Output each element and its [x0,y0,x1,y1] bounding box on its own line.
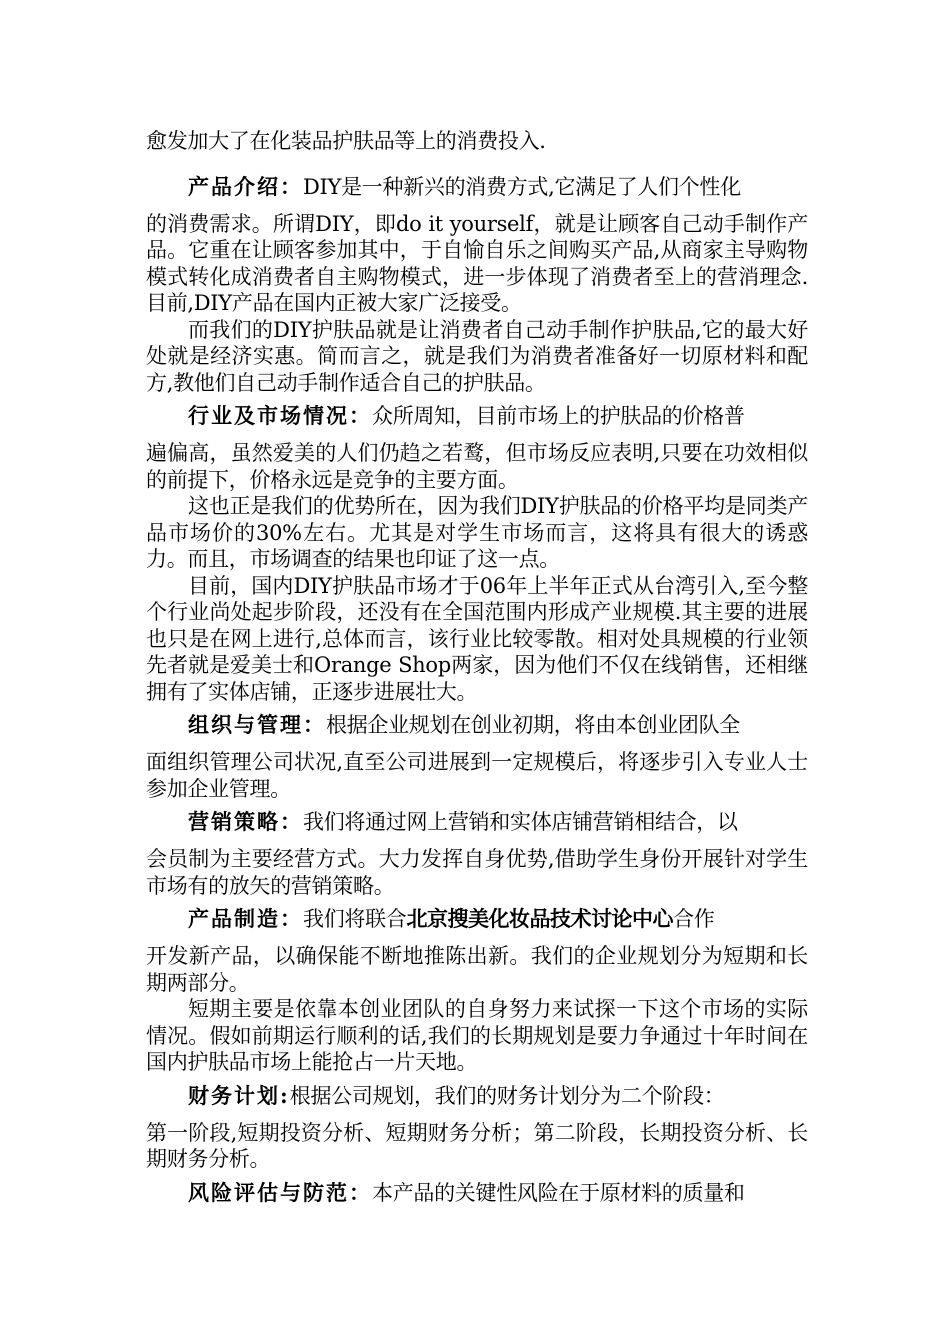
production-first-line-pre: 我们将联合 [303,907,407,931]
marketing-body: 会员制为主要经营方式。大力发挥自身优势,借助学生身份开展针对学生市场有的放矢的营销策略。 [146,847,808,898]
production-heading: 产品制造： [188,906,303,931]
risk-heading-line [146,1177,808,1209]
finance-heading: 财务计划: [188,1082,290,1108]
production-partner-name: 北京搜美化妆品技术讨论中心 [406,907,673,931]
risk-heading: 风险评估与防范： [188,1179,372,1205]
marketing-heading-line [146,806,808,838]
organization-heading-line [146,709,808,741]
organization-body: 面组织管理公司状况,直至公司进展到一定规模后，将逐步引入专业人士参加企业管理。 [146,750,808,801]
finance-heading-line [146,1080,808,1112]
industry-first-line: 众所周知，目前市场上的护肤品的价格普 [372,404,745,428]
document-page [146,128,808,1209]
industry-para3: 目前，国内DIY护肤品市场才于06年上半年正式从台湾引入,至今整个行业尚处起步阶段，还没有在全国范围内形成产业规模.其主要的进展也只是在网上进行,总体而言，该行业比较零散。相对处具规模的行业领先者就是爱美士和Orange Shop两家，因为他们不仅在线销售，还相继拥有了实体店铺，正逐步进展壮大。 [146,573,808,704]
marketing-heading: 营销策略： [188,809,303,834]
industry-heading: 行业及市场情况： [188,403,372,428]
marketing-first-line: 我们将通过网上营销和实体店铺营销相结合，以 [303,810,738,834]
product-intro-body: 的消费需求。所谓DIY，即do it yourself，就是让顾客自己动手制作产品。它重在让顾客参加其中，于自愉自乐之间购买产品,从商家主导购物模式转化成消费者自主购物模式，进一步体现了消费者至上的营消理念.目前,DIY产品在国内正被大家广泛接受。 [146,211,808,315]
finance-first-line: 根据公司规划，我们的财务计划分为二个阶段： [289,1083,725,1108]
production-heading-line [146,903,808,935]
industry-body: 遍偏高，虽然爱美的人们仍趋之若鹜，但市场反应表明,只要在功效相似的前提下，价格永远是竞争的主要方面。 [146,441,808,492]
organization-heading: 组织与管理： [188,712,326,737]
production-body: 开发新产品，以确保能不断地推陈出新。我们的企业规划分为短期和长期两部分。 [146,944,808,995]
intro-tail-paragraph: 愈发加大了在化装品护肤品等上的消费投入. [146,129,546,153]
finance-body: 第一阶段,短期投资分析、短期财务分析；第二阶段，长期投资分析、长期财务分析。 [146,1120,808,1171]
product-intro-first-line: DIY是一种新兴的消费方式,它满足了人们个性化 [303,174,741,199]
risk-first-line: 本产品的关键性风险在于原材料的质量和 [372,1180,745,1205]
product-intro-heading: 产品介绍： [188,173,303,199]
industry-para2: 这也正是我们的优势所在，因为我们DIY护肤品的价格平均是同类产品市场价的30%左右。尤其是对学生市场而言，这将具有很大的诱惑力。而且，市场调查的结果也印证了这一点。 [146,494,808,571]
product-intro-para2: 而我们的DIY护肤品就是让消费者自己动手制作护肤品,它的最大好处就是经济实惠。简而言之，就是我们为消费者准备好一切原材料和配方,教他们自己动手制作适合自己的护肤品。 [146,317,808,395]
production-para2: 短期主要是依靠本创业团队的自身努力来试探一下这个市场的实际情况。假如前期运行顺利的话,我们的长期规划是要力争通过十年时间在国内护肤品市场上能抢占一片天地。 [146,997,808,1074]
product-intro-heading-line [146,171,808,203]
organization-first-line: 根据企业规划在创业初期，将由本创业团队全 [326,713,740,737]
industry-heading-line [146,400,808,432]
production-first-line-post: 合作 [673,907,715,931]
